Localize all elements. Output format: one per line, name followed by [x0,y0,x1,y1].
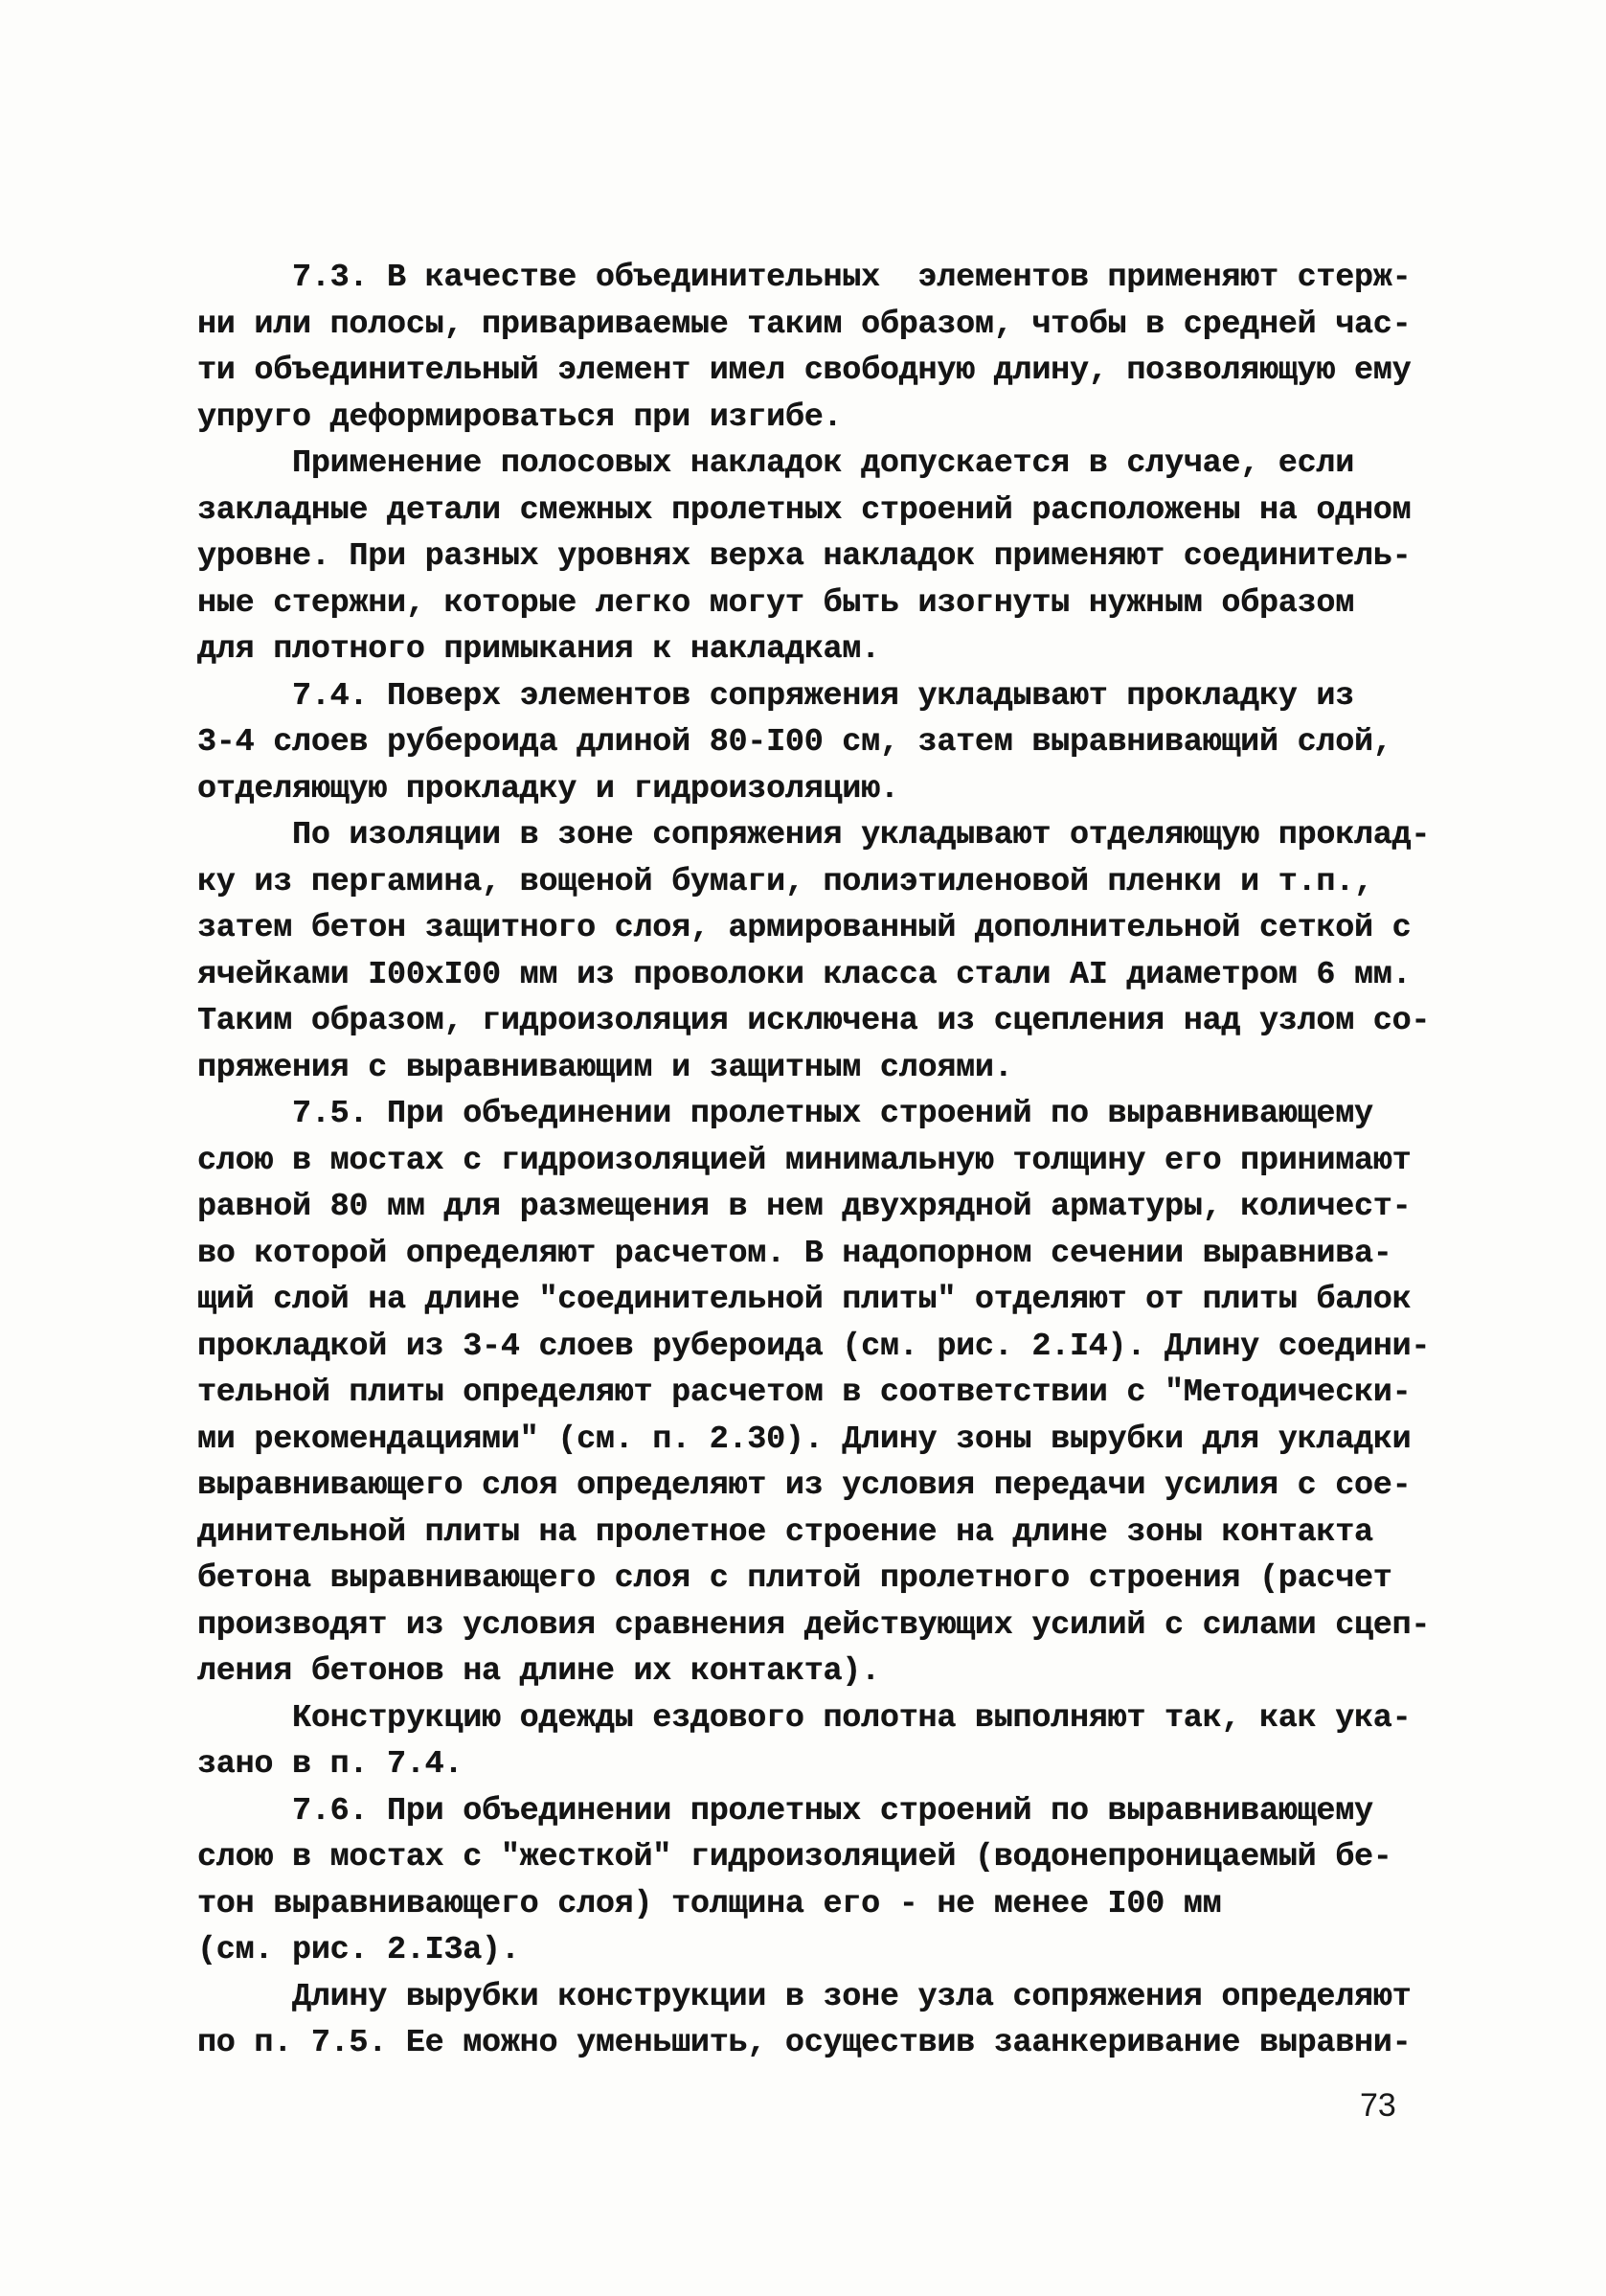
text-line: производят из условия сравнения действующих усилий с силами сцеп- [197,1606,1431,1644]
text-line: Длину вырубки конструкции в зоне узла сопряжения определяют [197,1978,1412,2015]
document-body [197,255,1461,2067]
text-line: По изоляции в зоне сопряжения укладывают отделяющую проклад- [197,817,1431,853]
text-line: бетона выравнивающего слоя с плитой пролетного строения (расчет [197,1560,1392,1597]
text-line: ни или полосы, привариваемые таким образом, чтобы в средней час- [197,306,1412,343]
text-line: ми рекомендациями" (см. п. 2.30). Длину зоны вырубки для укладки [197,1421,1412,1458]
text-line: тельной плиты определяют расчетом в соответствии с "Методически- [197,1375,1412,1411]
text-line: уровне. При разных уровнях верха накладок применяют соединитель- [197,538,1412,575]
text-line: (см. рис. 2.I3a). [197,1932,520,1968]
text-line: пряжения с выравнивающим и защитным слоями. [197,1049,1013,1086]
paragraph-p-roadway [197,1695,1461,1788]
text-line: прокладкой из 3-4 слоев рубероида (см. рис. 2.I4). Длину соедини- [197,1328,1431,1365]
paragraph-p-7-3 [197,255,1461,441]
text-line: слою в мостах с гидроизоляцией минимальную толщину его принимают [197,1142,1412,1179]
text-line: Применение полосовых накладок допускается в случае, если [197,445,1355,482]
paragraph-p-insulation [197,812,1461,1091]
text-line: тон выравнивающего слоя) толщина его - не менее I00 мм [197,1885,1222,1922]
text-line: слою в мостах с "жесткой" гидроизоляцией (водонепроницаемый бе- [197,1839,1392,1875]
text-line: ные стержни, которые легко могут быть изогнуты нужным образом [197,584,1355,622]
text-line: ти объединительный элемент имел свободную длину, позволяющую ему [197,352,1412,389]
text-line: 7.6. При объединении пролетных строений по выравнивающему [197,1792,1373,1830]
text-line: выравнивающего слоя определяют из условия передачи усилия с сое- [197,1467,1412,1504]
text-line: по п. 7.5. Ее можно уменьшить, осуществив заанкеривание выравни- [197,2025,1412,2061]
paragraph-p-7-4 [197,673,1461,813]
text-line: 3-4 слоев рубероида длиной 80-I00 см, затем выравнивающий слой, [197,724,1392,761]
text-line: закладные детали смежных пролетных строений расположены на одном [197,491,1412,529]
page-number: 73 [1360,2087,1396,2124]
text-line: 7.4. Поверх элементов сопряжения укладывают прокладку из [197,677,1355,715]
text-line: ку из пергамина, вощеной бумаги, полиэтиленовой пленки и т.п., [197,863,1373,900]
text-line: упруго деформироваться при изгибе. [197,398,843,436]
text-line: для плотного примыкания к накладкам. [197,631,880,668]
text-line: Таким образом, гидроизоляция исключена из сцепления над узлом со- [197,1003,1431,1039]
paragraph-p-cutout [197,1974,1461,2067]
text-line: Конструкцию одежды ездового полотна выполняют так, как ука- [197,1699,1412,1737]
text-line: ячейками I00xI00 мм из проволоки класса стали AI диаметром 6 мм. [197,956,1412,993]
paragraph-p-overlays [197,441,1461,673]
text-line: зано в п. 7.4. [197,1746,464,1783]
text-line: ления бетонов на длине их контакта). [197,1653,880,1690]
text-line: 7.3. В качестве объединительных элементов применяют стерж- [197,260,1412,296]
paragraph-p-7-6 [197,1788,1461,1974]
text-line: щий слой на длине "соединительной плиты" отделяют от плиты балок [197,1282,1412,1318]
paragraph-p-7-5 [197,1091,1461,1695]
text-line: во которой определяют расчетом. В надопорном сечении выравнива- [197,1235,1392,1272]
text-line: отделяющую прокладку и гидроизоляцию. [197,770,899,807]
text-line: динительной плиты на пролетное строение на длине зоны контакта [197,1513,1373,1551]
text-line: равной 80 мм для размещения в нем двухрядной арматуры, количест- [197,1189,1412,1225]
text-line: затем бетон защитного слоя, армированный дополнительной сеткой с [197,910,1412,946]
text-line: 7.5. При объединении пролетных строений по выравнивающему [197,1096,1373,1132]
